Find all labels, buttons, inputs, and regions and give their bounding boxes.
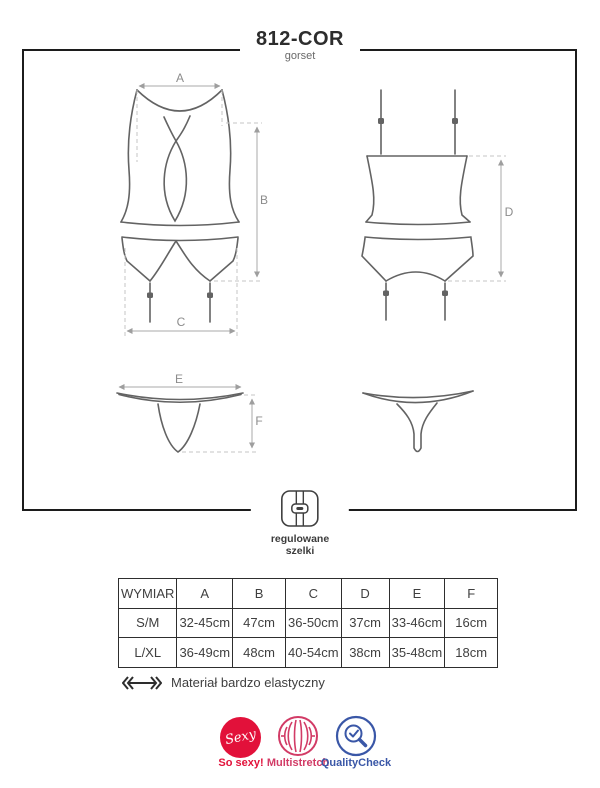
size-table: [118, 578, 498, 668]
corset-front-dimension-arrows: [127, 86, 257, 331]
sexy-badge-circle-text: Sexy: [223, 726, 258, 749]
table-row: [119, 638, 498, 668]
corset-back-drawing: [362, 90, 473, 320]
cell-value: 36-50cm: [286, 608, 342, 638]
multistretch-badge-label: Multistretch: [266, 757, 330, 769]
cell-value: 40-54cm: [286, 638, 342, 668]
col-header-c: C: [286, 579, 342, 609]
size-table-header-row: [119, 579, 498, 609]
garment-diagram: [22, 49, 577, 511]
corset-back-dimension-lines: [448, 156, 506, 281]
cell-value: 38cm: [341, 638, 389, 668]
qualitycheck-badge-label: QualityCheck: [320, 757, 392, 769]
adjustable-straps-block: [251, 487, 349, 557]
cell-value: 47cm: [233, 608, 286, 638]
dim-label-d: D: [504, 205, 514, 219]
thong-front-dimension-lines: [182, 395, 257, 452]
thong-back-drawing: [363, 391, 473, 452]
strap-adjuster-icon: [280, 489, 320, 529]
col-header-a: A: [177, 579, 233, 609]
table-row: [119, 608, 498, 638]
corset-front-drawing: [121, 90, 239, 322]
title-block: [240, 28, 360, 63]
dim-label-e: E: [174, 372, 184, 386]
multistretch-badge-icon: [276, 715, 320, 759]
cell-value: 16cm: [445, 608, 498, 638]
col-header-b: B: [233, 579, 286, 609]
col-header-wymiar: WYMIAR: [119, 579, 177, 609]
page-subtitle: gorset: [284, 50, 316, 62]
thong-front-drawing: [117, 393, 243, 452]
dim-label-c: C: [176, 315, 186, 329]
dim-label-b: B: [259, 193, 269, 207]
cell-value: 18cm: [445, 638, 498, 668]
corset-front-dimension-lines: [125, 90, 262, 336]
cell-value: 37cm: [341, 608, 389, 638]
cell-value: 36-49cm: [177, 638, 233, 668]
col-header-f: F: [445, 579, 498, 609]
material-note-text: Materiał bardzo elastyczny: [171, 675, 325, 690]
col-header-d: D: [341, 579, 389, 609]
page-title: 812-COR: [256, 28, 344, 50]
col-header-e: E: [389, 579, 445, 609]
dim-label-f: F: [255, 414, 263, 428]
stretch-arrow-icon: [122, 676, 162, 690]
cell-value: 33-46cm: [389, 608, 445, 638]
row-size-label: L/XL: [119, 638, 177, 668]
dim-label-a: A: [175, 71, 185, 85]
row-size-label: S/M: [119, 608, 177, 638]
strap-note-line2: szelki: [285, 544, 315, 557]
cell-value: 35-48cm: [389, 638, 445, 668]
qualitycheck-badge-icon: [334, 715, 378, 759]
sexy-badge-label: So sexy!: [218, 757, 264, 769]
cell-value: 48cm: [233, 638, 286, 668]
cell-value: 32-45cm: [177, 608, 233, 638]
strap-note-line1: regulowane: [270, 533, 330, 545]
sexy-badge-icon: [220, 717, 261, 758]
material-note-row: [122, 675, 325, 690]
